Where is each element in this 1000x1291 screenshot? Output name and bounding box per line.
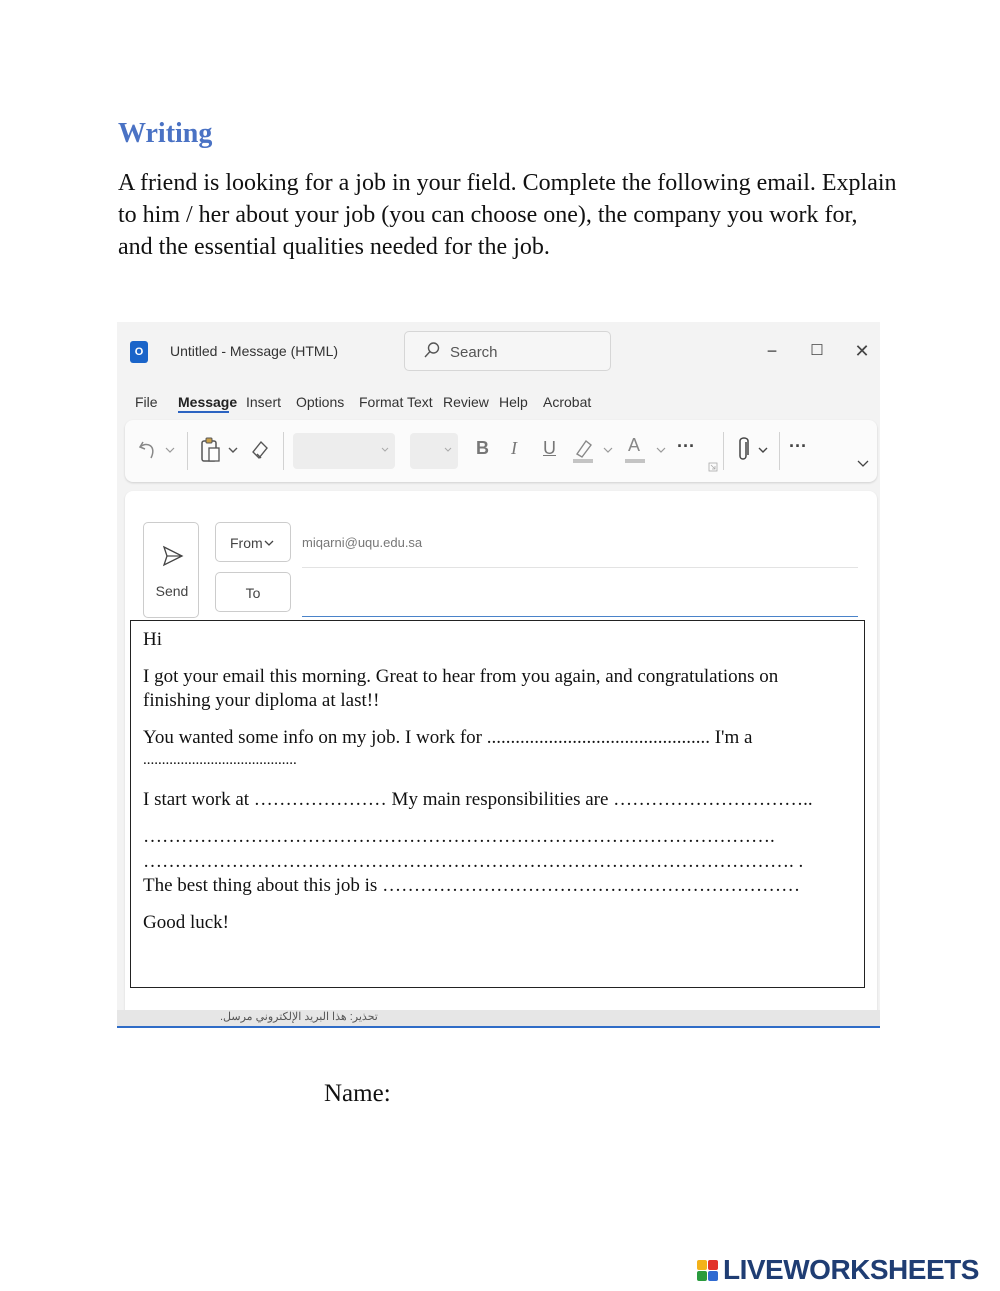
chevron-down-icon (381, 447, 389, 453)
email-paragraph-line: finishing your diploma at last!! (143, 690, 380, 711)
outlook-app-icon: O (130, 341, 148, 363)
minimize-button[interactable]: − (766, 341, 778, 361)
ribbon-separator (723, 432, 724, 470)
highlighter-dropdown-icon[interactable] (603, 446, 613, 454)
undo-dropdown-icon[interactable] (165, 446, 175, 454)
email-paragraph-line: I start work at ………………… My main responsibilities are ………………………….. (143, 789, 813, 810)
email-blank-line[interactable]: …………………………………………………………………………………………. . (143, 851, 804, 872)
ribbon-separator (283, 432, 284, 470)
to-button[interactable]: To (215, 572, 291, 612)
menu-review[interactable]: Review (443, 394, 489, 410)
more-formatting-button[interactable]: ··· (677, 436, 695, 456)
title-bar (117, 322, 880, 380)
ribbon-separator (779, 432, 780, 470)
email-paragraph-line: You wanted some info on my job. I work for ............................................... I'm a (143, 727, 753, 748)
menu-message[interactable]: Message (178, 394, 238, 410)
italic-button[interactable]: I (511, 438, 517, 458)
underline-button[interactable]: U (543, 438, 556, 458)
ribbon-toolbar (125, 420, 877, 482)
menu-format-text[interactable]: Format Text (359, 394, 433, 410)
menu-insert[interactable]: Insert (246, 394, 282, 410)
window-title: Untitled - Message (HTML) (170, 343, 339, 359)
overflow-more-button[interactable]: ··· (789, 436, 807, 456)
close-button[interactable]: ✕ (854, 341, 870, 361)
undo-icon[interactable] (137, 438, 159, 462)
email-blank-line[interactable]: ………………………………………………………………………………………. (143, 826, 775, 847)
font-color-button[interactable]: A (628, 435, 641, 455)
email-closing: Good luck! (143, 912, 230, 933)
menu-file[interactable]: File (135, 394, 158, 410)
attach-file-icon[interactable] (736, 436, 752, 464)
to-input-underline[interactable] (302, 616, 858, 617)
email-greeting: Hi (143, 629, 162, 650)
format-painter-icon[interactable] (249, 438, 271, 462)
window-bottom-accent (117, 1026, 880, 1028)
ribbon-separator (187, 432, 188, 470)
search-box[interactable] (404, 331, 611, 371)
menu-acrobat[interactable]: Acrobat (543, 394, 592, 410)
worksheet-instructions: A friend is looking for a job in your field. Complete the following email. Explain to him / her about your job (you can choose one), the company you work for, and the essential qualities needed for the job. (118, 170, 897, 260)
chevron-down-icon (264, 540, 274, 547)
expand-ribbon-icon[interactable] (857, 460, 869, 468)
bold-button[interactable]: B (476, 438, 489, 458)
highlighter-icon[interactable] (571, 436, 595, 464)
from-divider (302, 567, 858, 568)
search-icon (423, 341, 441, 359)
email-paragraph-line: I got your email this morning. Great to hear from you again, and congratulations on (143, 666, 779, 687)
from-label: From (230, 535, 263, 551)
send-label: Send (155, 583, 189, 599)
menu-bar (117, 384, 880, 418)
font-color-swatch (625, 459, 645, 463)
email-blank-line[interactable]: ......................................... (143, 752, 297, 768)
from-address: miqarni@uqu.edu.sa (302, 535, 423, 550)
menu-options[interactable]: Options (296, 394, 345, 410)
dialog-launcher-icon[interactable] (708, 462, 718, 472)
font-family-dropdown[interactable] (293, 433, 395, 469)
send-button[interactable] (143, 522, 199, 618)
font-color-dropdown-icon[interactable] (656, 446, 666, 454)
active-tab-indicator (178, 411, 229, 413)
chevron-down-icon (444, 447, 452, 453)
status-warning-text: تحذير: هذا البريد الإلكتروني مرسل. (220, 1011, 378, 1023)
liveworksheets-logo-mark (697, 1260, 719, 1282)
liveworksheets-logo-text: LIVEWORKSHEETS (723, 1254, 979, 1285)
paste-icon[interactable] (199, 436, 221, 464)
worksheet-heading: Writing (118, 118, 213, 149)
email-body-box[interactable] (130, 620, 865, 988)
paste-dropdown-icon[interactable] (228, 446, 238, 454)
font-size-dropdown[interactable] (410, 433, 458, 469)
name-label: Name: (324, 1080, 391, 1107)
maximize-button[interactable]: ☐ (810, 342, 824, 359)
search-placeholder: Search (450, 344, 498, 361)
from-button[interactable] (215, 522, 291, 562)
email-paragraph-line: The best thing about this job is ………………………………………………………… (143, 875, 801, 896)
menu-help[interactable]: Help (499, 394, 528, 410)
send-icon (162, 545, 184, 567)
attach-dropdown-icon[interactable] (758, 446, 768, 454)
